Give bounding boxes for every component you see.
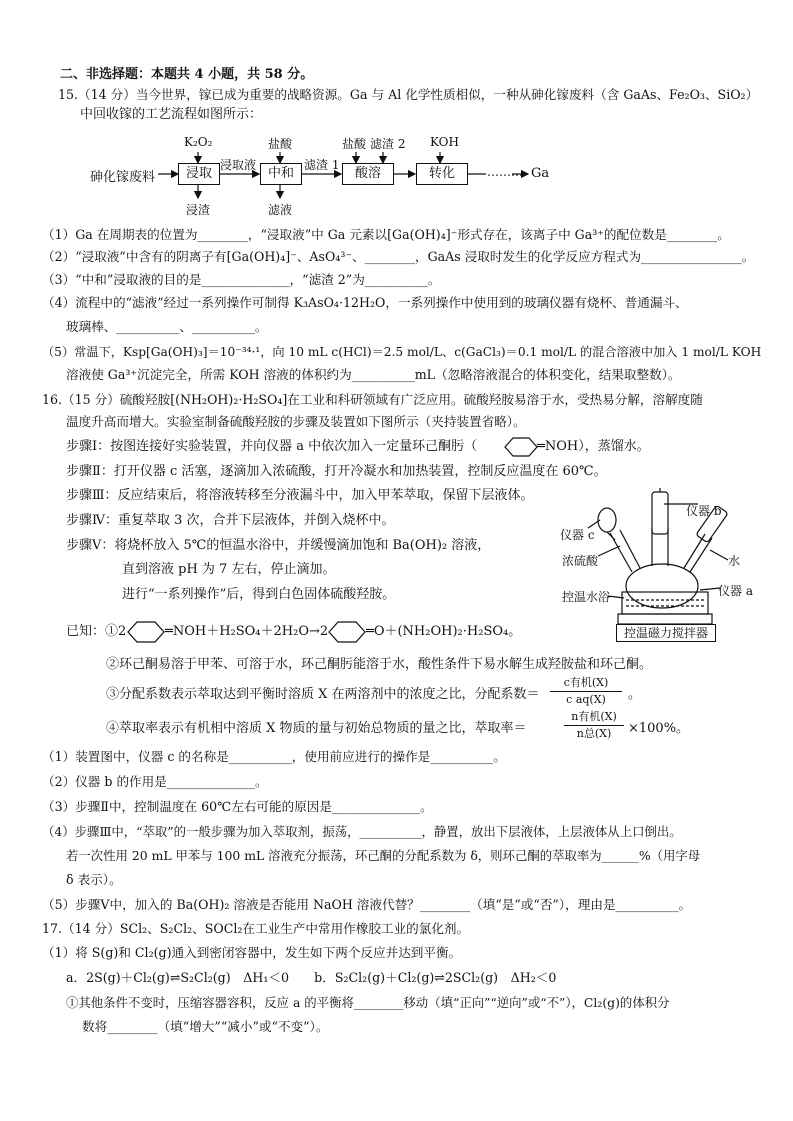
label-conc-sulfuric-acid: 浓硫酸 xyxy=(562,554,599,568)
q15-part3: （3）“中和”浸取液的目的是______________，“滤渣 2”为__________。 xyxy=(42,272,441,287)
q17-part1: （1）将 S(g)和 Cl₂(g)通入到密闭容器中，发生如下两个反应并达到平衡。 xyxy=(42,945,462,960)
flow-k2o2: K₂O₂ xyxy=(184,135,213,149)
flow-end-label: Ga xyxy=(531,166,550,181)
q15-part5-line1: （5）常温下，Ksp[Ga(OH)₃]＝10⁻³⁴·¹，向 10 mL c(HCl)＝2.5 mol/L、c(GaCl₃)＝0.1 mol/L 的混合溶液中加入 1 mol/L KOH xyxy=(42,345,762,359)
cyclohexanone-oxime-ring-icon xyxy=(505,438,537,456)
label-instrument-b: 仪器 b xyxy=(686,504,722,518)
flow-box-leach: 浸取 xyxy=(178,163,220,185)
fraction-numerator: c有机(X) xyxy=(563,676,609,689)
q16-eq1-end: ═O＋(NH₂OH)₂·H₂SO₄。 xyxy=(366,624,522,639)
section-heading: 二、非选择题：本题共 4 小题，共 58 分。 xyxy=(60,67,314,82)
q15-intro-line2: 中回收镓的工艺流程如图所示： xyxy=(80,107,263,122)
flow-box-acid-dissolve: 酸溶 xyxy=(342,163,394,185)
q16-step1-text: 步骤Ⅰ：按图连接好实验装置，并向仪器 a 中依次加入一定量环己酮肟（ xyxy=(66,439,478,454)
q15-part4-line1: （4）流程中的“滤液”经过一系列操作可制得 K₃AsO₄·12H₂O，一系列操作中使用到的玻璃仪器有烧杯、普通漏斗、 xyxy=(42,295,688,310)
q16-part5: （5）步骤Ⅴ中，加入的 Ba(OH)₂ 溶液是否能用 NaOH 溶液代替？________（填“是”或“否”），理由是__________。 xyxy=(42,897,692,912)
flow-box-neutralize: 中和 xyxy=(260,163,302,185)
q16-known3-end: 。 xyxy=(628,687,642,702)
flow-start-label: 砷化镓废料 xyxy=(90,170,156,185)
flow-filter-residue-1: 滤渣 1 xyxy=(304,158,340,172)
q16-part3: （3）步骤Ⅱ中，控制温度在 60℃左右可能的原因是______________。 xyxy=(42,799,433,814)
q17-intro: 17.（14 分）SCl₂、S₂Cl₂、SOCl₂在工业生产中常用作橡胶工业的氯化剂。 xyxy=(42,921,470,936)
q17-sub1-line2: 数将________（填“增大”“减小”或“不变”）。 xyxy=(82,1019,329,1034)
flow-box-transform: 转化 xyxy=(416,163,468,185)
q16-known2: ②环己酮易溶于甲苯、可溶于水，环己酮肟能溶于水，酸性条件下易水解生成羟胺盐和环己酮。 xyxy=(106,657,653,672)
q16-step4: 步骤Ⅳ：重复萃取 3 次，合并下层液体，并倒入烧杯中。 xyxy=(66,513,395,528)
ring-eq-left-icon xyxy=(128,622,164,642)
q17-reactions: a．2S(g)＋Cl₂(g)⇌S₂Cl₂(g) ΔH₁＜0 b．S₂Cl₂(g)＋Cl₂(g)⇌2SCl₂(g) ΔH₂＜0 xyxy=(66,970,557,985)
fraction-numerator: n有机(X) xyxy=(571,710,617,723)
q15-intro-line1: 15.（14 分）当今世界，镓已成为重要的战略资源。Ga 与 Al 化学性质相似，一种从砷化镓废料（含 GaAs、Fe₂O₃、SiO₂） xyxy=(58,87,759,102)
flow-filtrate: 滤液 xyxy=(268,203,293,217)
q16-part2: （2）仪器 b 的作用是______________。 xyxy=(42,774,268,789)
ring-eq-right-icon xyxy=(329,622,365,642)
q16-known-label: 已知：①2 xyxy=(66,624,127,639)
fraction-denominator: c aq(X) xyxy=(566,693,606,706)
q16-known4-text: ④萃取率表示有机相中溶质 X 物质的量与初始总物质的量之比，萃取率＝ xyxy=(106,721,527,736)
flow-dots: ……… xyxy=(487,165,523,179)
q16-part4-line2: 若一次性用 20 mL 甲苯与 100 mL 溶液充分振荡，环己酮的分配系数为 δ，则环己酮的萃取率为______%（用字母 xyxy=(66,848,701,863)
q16-known4-end: ×100%。 xyxy=(628,721,690,736)
q16-part4-line3: δ 表示）。 xyxy=(66,872,122,887)
flow-koh: KOH xyxy=(430,135,459,149)
q15-flow-diagram xyxy=(0,125,793,225)
q16-step1-end: ═NOH），蒸馏水。 xyxy=(537,439,650,454)
label-magnetic-stirrer: 控温磁力搅拌器 xyxy=(616,624,716,642)
partition-coefficient-fraction xyxy=(546,676,626,707)
fraction-denominator: n总(X) xyxy=(576,727,612,740)
q16-step5-line2: 直到溶液 pH 为 7 左右，停止滴加。 xyxy=(122,562,336,577)
flow-hcl-2: 盐酸 xyxy=(342,137,367,151)
flow-leach-slag: 浸渣 xyxy=(186,203,211,217)
q16-known3-text: ③分配系数表示萃取达到平衡时溶质 X 在两溶剂中的浓度之比，分配系数＝ xyxy=(106,687,540,702)
label-instrument-c: 仪器 c xyxy=(560,528,595,542)
q16-part1: （1）装置图中，仪器 c 的名称是__________，使用前应进行的操作是__________。 xyxy=(42,749,506,764)
q16-intro-line2: 温度升高而增大。实验室制备硫酸羟胺的步骤及装置如下图所示（夹持装置省略）。 xyxy=(66,414,526,429)
q16-part4-line1: （4）步骤Ⅲ中，“萃取”的一般步骤为加入萃取剂，振荡，__________，静置，放出下层液体，上层液体从上口倒出。 xyxy=(42,824,682,839)
q15-part2: （2）“浸取液”中含有的阴离子有[Ga(OH)₄]⁻、AsO₄³⁻、________，GaAs 浸取时发生的化学反应方程式为________________。 xyxy=(42,249,755,264)
q16-step5-line3: 进行“一系列操作”后，得到白色固体硫酸羟胺。 xyxy=(122,587,396,602)
q16-step5-line1: 步骤Ⅴ：将烧杯放入 5℃的恒温水浴中，并缓慢滴加饱和 Ba(OH)₂ 溶液， xyxy=(66,538,491,553)
q17-sub1-line1: ①其他条件不变时，压缩容器容积，反应 a 的平衡将________移动（填“正向”“逆向”或“不”），Cl₂(g)的体积分 xyxy=(66,995,670,1010)
flow-hcl-1: 盐酸 xyxy=(268,137,293,151)
apparatus-diagram xyxy=(560,488,760,648)
label-water-bath: 控温水浴 xyxy=(562,590,611,604)
flow-leach-liquid: 浸取液 xyxy=(220,158,257,172)
q15-part1: （1）Ga 在周期表的位置为________，“浸取液”中 Ga 元素以[Ga(OH)₄]⁻形式存在，该离子中 Ga³⁺的配位数是________。 xyxy=(42,227,730,242)
extraction-rate-fraction xyxy=(560,710,628,741)
q16-step3: 步骤Ⅲ：反应结束后，将溶液转移至分液漏斗中，加入甲苯萃取，保留下层液体。 xyxy=(66,488,534,503)
flow-slag-2: 滤渣 2 xyxy=(370,137,406,151)
q16-step2: 步骤Ⅱ：打开仪器 c 活塞，逐滴加入浓硫酸，打开冷凝水和加热装置，控制反应温度在 60℃。 xyxy=(66,464,607,479)
q16-eq1-middle: ═NOH＋H₂SO₄＋2H₂O→2 xyxy=(165,624,329,639)
q16-intro-line1: 16.（15 分）硫酸羟胺[(NH₂OH)₂·H₂SO₄]在工业和科研领域有广泛应用。硫酸羟胺易溶于水，受热易分解，溶解度随 xyxy=(42,392,703,407)
label-instrument-a: 仪器 a xyxy=(718,584,753,598)
q15-part5-line2: 溶液使 Ga³⁺沉淀完全，所需 KOH 溶液的体积约为__________mL（忽略溶液混合的体积变化，结果取整数）。 xyxy=(66,367,681,382)
q15-part4-line2: 玻璃棒、__________、__________。 xyxy=(66,319,268,334)
label-water: 水 xyxy=(728,554,741,568)
